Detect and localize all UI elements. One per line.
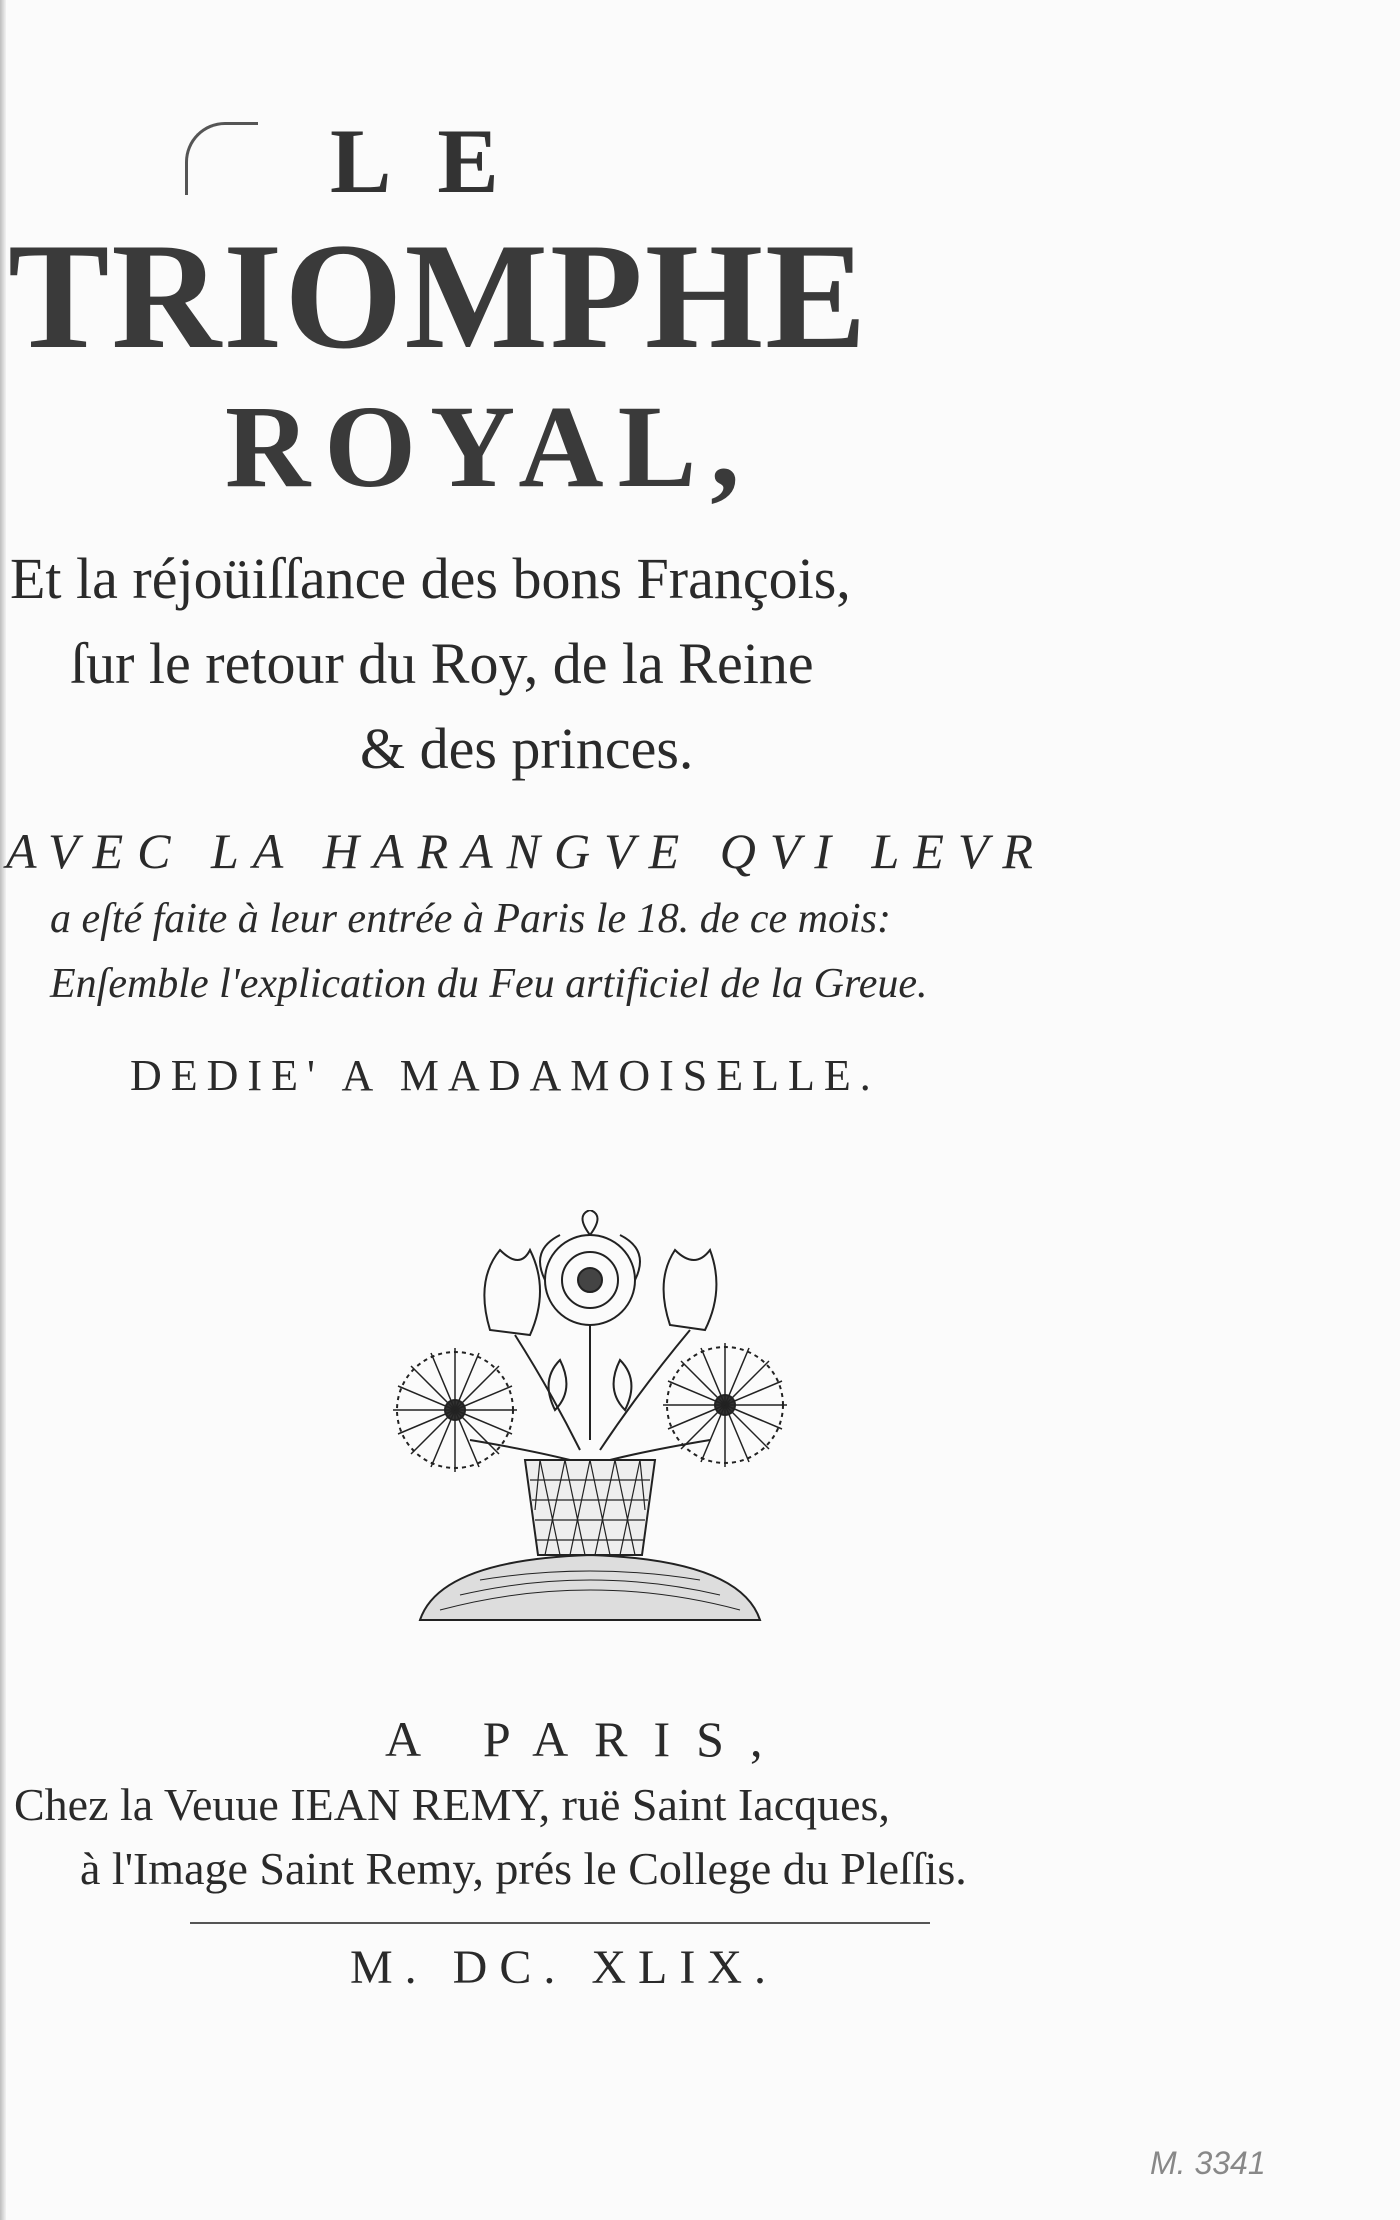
harangue-line-2: a eſté faite à leur entrée à Paris le 18. de ce mois: [50,896,891,942]
harangue-line-3: Enſemble l'explication du Feu artificiel de la Greue. [50,961,928,1007]
horizontal-rule [190,1922,930,1924]
title-line-royal: ROYAL, [225,381,754,512]
publication-date: M. DC. XLIX. [350,1941,778,1994]
imprint-line-2: à l'Image Saint Remy, prés le College du Pleſſis. [80,1843,967,1894]
title-line-triomphe: TRIOMPHE [8,212,869,380]
handwritten-bracket-mark [185,122,258,195]
flower-basket-woodcut-ornament [380,1210,800,1630]
dedication: DEDIE' A MADAMOISELLE. [130,1051,880,1100]
subtitle-line-3: & des princes. [360,716,694,781]
page-edge-shadow [0,0,6,2220]
imprint-line-1: Chez la Veuue IEAN REMY, ruë Saint Iacques, [14,1779,890,1830]
harangue-line-1: AVEC LA HARANGVE QVI LEVR [6,823,1047,879]
handwritten-shelfmark: M. 3341 [1150,2145,1266,2181]
subtitle-line-2: ſur le retour du Roy, de la Reine [70,631,814,696]
title-line-le: LE [330,110,545,212]
subtitle-line-1: Et la réjoüiſſance des bons François, [10,546,851,611]
imprint-city: A PARIS, [385,1711,789,1767]
